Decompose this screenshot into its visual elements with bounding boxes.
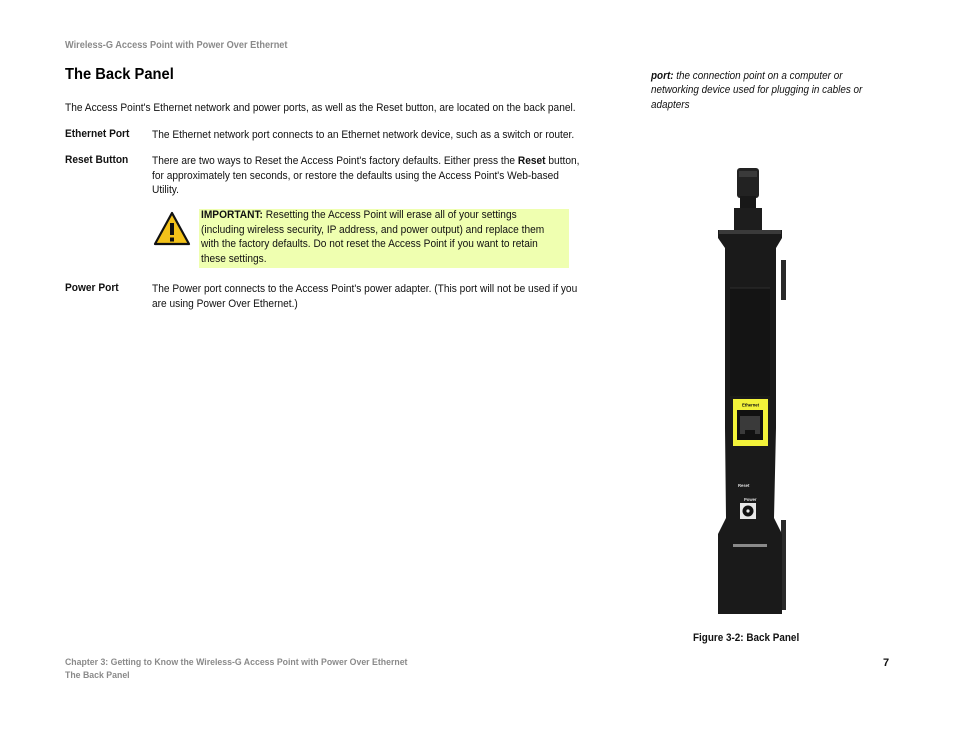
figure-caption: Figure 3-2: Back Panel bbox=[693, 632, 800, 644]
warning-icon bbox=[153, 211, 191, 246]
footer-chapter: Chapter 3: Getting to Know the Wireless-G Access Point with Power Over Ethernet bbox=[65, 657, 408, 668]
desc-reset-pre: There are two ways to Reset the Access Point's factory defaults. Either press the bbox=[152, 155, 518, 167]
important-text: Resetting the Access Point will erase all of your settings (including wireless security, IP address, and power output) and replace them with the factory defaults. Do not reset the Access Point if you want to retain these settings. bbox=[201, 209, 545, 265]
important-label: IMPORTANT: bbox=[201, 209, 263, 221]
footer-section: The Back Panel bbox=[65, 669, 130, 681]
important-note bbox=[201, 208, 561, 266]
reset-label: Reset bbox=[738, 483, 750, 488]
power-label: Power bbox=[744, 497, 757, 502]
footer bbox=[65, 657, 407, 682]
back-panel-image bbox=[716, 168, 786, 616]
sidebar-term: port: bbox=[651, 70, 674, 82]
desc-reset-post: button, for approximately ten seconds, or restore the defaults using the Access Point's Web-based Utility. bbox=[152, 155, 580, 196]
desc-reset-bold: Reset bbox=[517, 155, 546, 167]
ethernet-label: Ethernet bbox=[742, 402, 759, 408]
desc-ethernet-port: The Ethernet network port connects to an Ethernet network device, such as a switch or router. bbox=[152, 129, 575, 141]
intro-paragraph: The Access Point's Ethernet network and power ports, as well as the Reset button, are located on the back panel. bbox=[65, 102, 576, 114]
page-number: 7 bbox=[883, 657, 890, 669]
term-reset-button: Reset Button bbox=[65, 154, 129, 166]
desc-power-port: The Power port connects to the Access Point's power adapter. (This port will not be used if you are using Power Over Ethernet.) bbox=[152, 283, 578, 310]
sidebar-definition-text: the connection point on a computer or networking device used for plugging in cables or adapters bbox=[651, 70, 863, 111]
running-header: Wireless-G Access Point with Power Over Ethernet bbox=[65, 40, 288, 51]
term-power-port: Power Port bbox=[65, 282, 119, 294]
sidebar-definition bbox=[651, 69, 885, 112]
term-ethernet-port: Ethernet Port bbox=[65, 128, 130, 140]
desc-reset-button bbox=[152, 154, 589, 198]
section-title: The Back Panel bbox=[65, 66, 174, 83]
